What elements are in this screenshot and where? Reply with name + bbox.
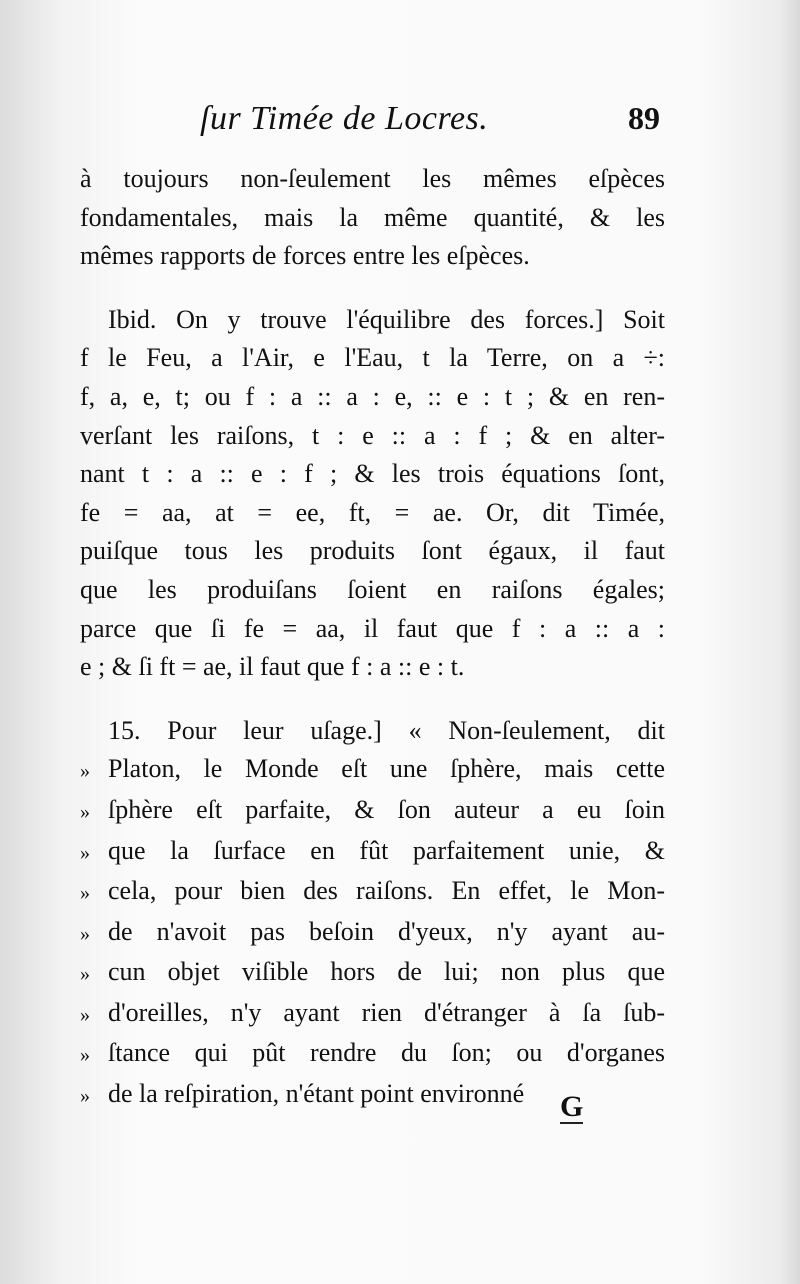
quote-mark: »	[80, 963, 90, 986]
text-line: verſant les raiſons, t : e :: a : f ; & en alter-	[80, 420, 665, 450]
text-line: f le Feu, a l'Air, e l'Eau, t la Terre, on a ÷:	[80, 343, 665, 373]
text-line: fe = aa, at = ee, ft, = ae. Or, dit Timée,	[80, 497, 665, 527]
text-line: fondamentales, mais la même quantité, & les	[80, 202, 665, 232]
page-number: 89	[628, 100, 660, 136]
text-line: cun objet viſible hors de lui; non plus que	[108, 957, 665, 987]
quote-mark: »	[80, 1044, 90, 1067]
text-line-quoted	[80, 913, 665, 954]
text-line: Platon, le Monde eſt une ſphère, mais cette	[108, 754, 665, 784]
text-line: mêmes rapports de forces entre les eſpèces.	[80, 241, 530, 271]
text-line: de n'avoit pas beſoin d'yeux, n'y ayant au-	[108, 916, 665, 946]
text-line: puiſque tous les produits ſont égaux, il faut	[80, 536, 665, 566]
text-line-quoted	[80, 1034, 665, 1075]
text-line-quoted	[80, 832, 665, 873]
text-line: parce que ſi fe = aa, il faut que f : a :: a :	[80, 613, 665, 643]
quote-mark: »	[80, 882, 90, 905]
text-line: f, a, e, t; ou f : a :: a : e, :: e : t ; & en ren-	[80, 381, 665, 411]
page-header	[200, 100, 660, 160]
paragraph-continuation	[80, 160, 665, 276]
paragraph-ibid	[80, 301, 665, 687]
text-line-quoted	[80, 994, 665, 1035]
quote-mark: »	[80, 1003, 90, 1026]
quote-mark: »	[80, 1085, 90, 1108]
paragraph-15	[80, 712, 665, 1116]
quote-mark: »	[80, 922, 90, 945]
text-line: que les produiſans ſoient en raiſons égales;	[80, 574, 665, 604]
text-line: Ibid. On y trouve l'équilibre des forces.] Soit	[108, 304, 665, 334]
text-line: cela, pour bien des raiſons. En effet, le Mon-	[108, 876, 665, 906]
text-line-quoted	[80, 953, 665, 994]
signature-mark: G	[560, 1090, 584, 1123]
quote-mark: »	[80, 841, 90, 864]
running-title: ſur Timée de Locres.	[200, 100, 489, 137]
text-line: nant t : a :: e : f ; & les trois équations ſont,	[80, 459, 665, 489]
body-text	[80, 160, 665, 1116]
quote-mark: »	[80, 760, 90, 783]
text-line: e ; & ſi ft = ae, il faut que f : a :: e : t.	[80, 652, 465, 682]
text-line-quoted	[80, 872, 665, 913]
text-line: à toujours non-ſeulement les mêmes eſpèces	[80, 164, 665, 193]
text-line: ſtance qui pût rendre du ſon; ou d'organes	[108, 1038, 665, 1068]
text-line: de la reſpiration, n'étant point environné	[108, 1079, 525, 1109]
quote-mark: »	[80, 800, 90, 823]
text-line-quoted	[80, 750, 665, 791]
text-line: ſphère eſt parfaite, & ſon auteur a eu ſoin	[108, 794, 665, 824]
text-line: d'oreilles, n'y ayant rien d'étranger à ſa ſub-	[108, 997, 665, 1027]
text-line-quoted	[80, 791, 665, 832]
text-line: que la ſurface en fût parfaitement unie, &	[108, 835, 665, 865]
text-line: 15. Pour leur uſage.] « Non-ſeulement, dit	[108, 715, 665, 745]
